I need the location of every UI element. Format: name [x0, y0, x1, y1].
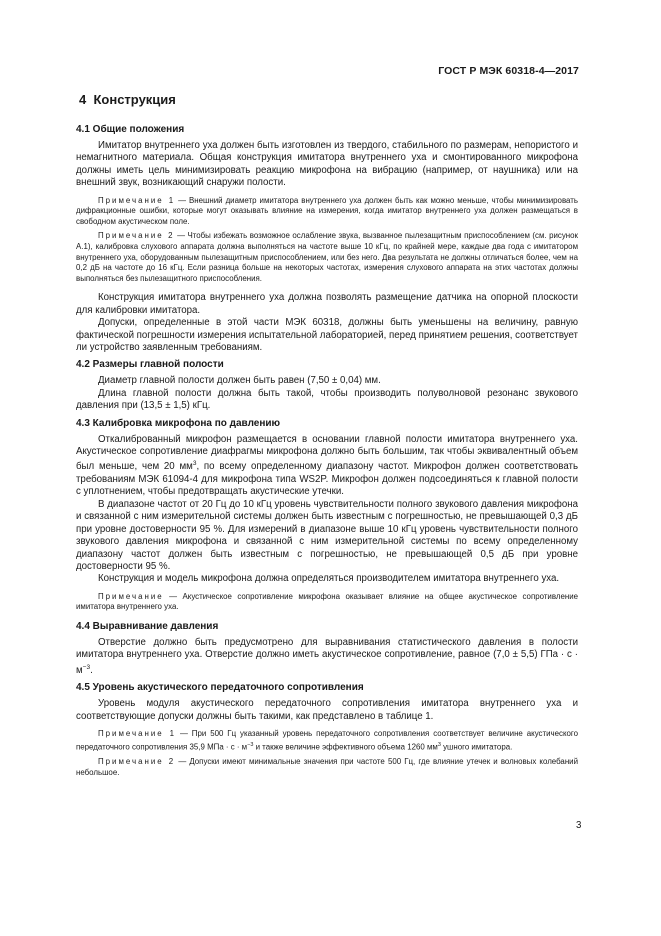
note — [76, 231, 578, 284]
subsection-4-1-title: 4.1 Общие положения — [76, 124, 185, 135]
paragraph: Откалиброванный микрофон размещается в основании главной полости имитатора внутреннего уха. Акустическое сопротивление диафрагмы микрофона должно быть большим, так чтобы эквивалентный объем был меньше, чем 20 $мм^3$, по всему определенному диапазону частот. Микрофон должен соответствовать требованиям МЭК 61094-4 для микрофона типа WS2P. Микрофон должен подсоединяться к главной полости с уплотнением, чтобы предотвращать акустические утечки. — [76, 433, 579, 498]
section-title: Конструкция — [93, 92, 176, 107]
paragraph: Конструкция имитатора внутреннего уха должна позволять размещение датчика на опорной плоскости для калибровки имитатора. — [76, 292, 578, 316]
subsection-4-4-title: 4.4 Выравнивание давления — [76, 620, 219, 632]
paragraph: Конструкция и модель микрофона должна определяться производителем имитатора внутреннего уха. — [98, 573, 560, 585]
paragraph: Имитатор внутреннего уха должен быть изготовлен из твердого, стабильного по размерам, непористого и немагнитного материала. Общая конструкция имитатора внутреннего уха и смонтированного микрофона должны иметь цель минимизировать реакцию микрофона на вибрацию (например, от наушника) или на внешний звук, возникающий снаружи полости. — [76, 140, 578, 189]
subsection-4-2-title: 4.2 Размеры главной полости — [76, 359, 224, 371]
note-label: Примечание 1 — [98, 195, 176, 205]
note-label: Примечание 2 — [98, 231, 175, 241]
paragraph: Диаметр главной полости должен быть равен (7,50 ± 0,04) мм. — [98, 375, 381, 387]
note-text: — Внешний диаметр имитатора внутреннего уха должен быть как можно меньше, чтобы минимизировать дифракционные ошибки, которые могут оказывать влияние на измерения, когда имитатор внутреннего уха должен размещаться в свободном акустическом поле. — [76, 195, 578, 226]
page-number: 3 — [576, 820, 582, 831]
paragraph: Допуски, определенные в этой части МЭК 60318, должны быть уменьшены на величину, равную фактической погрешности измерения испытательной лабораторией, перед принятием решения, соответствует ли устройство заявленным требованиям. — [76, 317, 578, 353]
subsection-4-5-title: 4.5 Уровень акустического передаточного сопротивления — [76, 682, 364, 694]
note — [76, 757, 578, 778]
paragraph: В диапазоне частот от 20 Гц до 10 кГц уровень чувствительности полного звукового давления микрофона и связанной с ним измерительной системы должен быть известным с погрешностью, не превышающей 0,3 дБ при уровне достоверности 95 %. Для измерений в диапазоне выше 10 кГц уровень чувствительности полного звукового давления микрофона и связанной с ним измерительной системы по всему определенному диапазону частот должен быть известным с погрешностью, не превышающей 0,5 дБ при уровне достоверности 95 %. — [76, 498, 578, 572]
note-label: Примечание — [98, 591, 164, 601]
note-text: — Акустическое сопротивление микрофона оказывает влияние на общее акустическое сопротивление имитатора внутреннего уха. — [76, 591, 578, 612]
page-content — [76, 92, 578, 782]
note-label: Примечание 2 — [98, 757, 176, 766]
note — [76, 196, 578, 228]
note-text: — Чтобы избежать возможное ослабление звука, вызванное пылезащитным приспособлением (см. рисунок А.1), калибровка слухового аппарата должна выполняться на частоте выше 10 кГц, по крайней мере, каждые два года с имитатором внутреннего уха, оборудованным пылезащитным приспособлением, или без него. Два результата не должны отличаться более, чем на 0,2 дБ на частоте до 16 кГц. Если разница больше на некоторых частотах, измерения слухового аппарата на этих частотах должны выполняться без пылезащитного приспособления. — [76, 231, 578, 283]
note: Примечание 1 — При 500 Гц указанный уровень передаточного сопротивления соответствует величине акустического передаточного сопротивления 35,9 МПа · $с \cdot м^{-3}$ и также величине эффективного объема 1260 $мм^3$ ушного имитатора. — [76, 729, 578, 752]
subsection-4-3-title: 4.3 Калибровка микрофона по давлению — [76, 417, 281, 429]
section-number: 4 — [79, 92, 87, 107]
note-label: Примечание 1 — [98, 729, 177, 739]
paragraph: Отверстие должно быть предусмотрено для выравнивания статистического давления в полости имитатора внутреннего уха. Отверстие должно иметь акустическое сопротивление, равное (7,0 ± 5,5) ГПа · $с \cdot м^{-3}$. — [76, 636, 578, 676]
note — [76, 592, 578, 613]
standard-header: ГОСТ Р МЭК 60318-4—2017 — [438, 65, 579, 77]
note-text: — Допуски имеют минимальные значения при частоте 500 Гц, где влияние утечек и волновых колебаний небольшое. — [76, 757, 578, 777]
paragraph: Длина главной полости должна быть такой, чтобы производить полуволновой резонанс звукового давления при (13,5 ± 1,5) кГц. — [76, 387, 578, 412]
paragraph: Уровень модуля акустического передаточного сопротивления имитатора внутреннего уха и соответствующие допуски должны быть такими, как представлено в таблице 1. — [76, 698, 578, 722]
section-heading — [79, 92, 578, 107]
